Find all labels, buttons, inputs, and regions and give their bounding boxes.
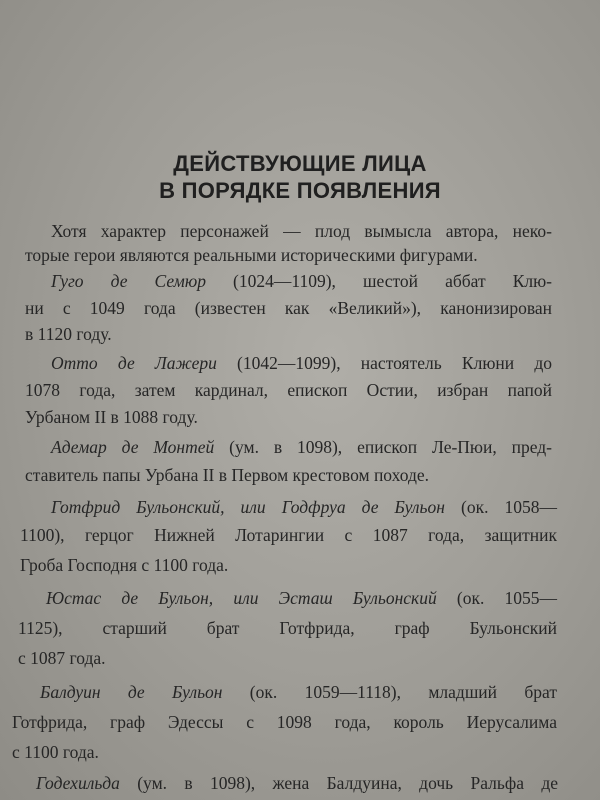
entry-godfrey-line-3: Гроба Господня с 1100 года. — [20, 555, 229, 575]
entry-godehilde-line-1: Годехильда (ум. в 1098), жена Балдуина, дочь Ральфа де — [36, 773, 558, 793]
entry-otto-line-1: Отто де Лажери (1042—1099), настоятель Клюни до — [51, 353, 552, 373]
entry-hugh-line-3: в 1120 году. — [25, 324, 112, 344]
entry-godfrey-line-1: Готфрид Бульонский, или Годфруа де Бульон (ок. 1058— — [51, 497, 557, 517]
person-name: Балдуин де Бульон — [40, 682, 223, 702]
entry-eustace-line-1: Юстас де Бульон, или Эсташ Бульонский (ок. 1055— — [46, 588, 557, 608]
entry-baldwin-line-1: Балдуин де Бульон (ок. 1059—1118), младший брат — [40, 682, 557, 702]
entry-otto-line-2: 1078 года, затем кардинал, епископ Остии, избран папой — [25, 380, 552, 400]
person-name: Готфрид Бульонский, или Годфруа де Бульон — [51, 497, 445, 517]
intro-line-1: Хотя характер персонажей — плод вымысла автора, неко- — [51, 221, 552, 241]
person-name: Годехильда — [36, 773, 120, 793]
entry-baldwin-line-2: Готфрида, граф Эдессы с 1098 года, король Иерусалима — [12, 712, 557, 732]
entry-eustace-line-3: с 1087 года. — [18, 648, 106, 668]
heading-line-2: В ПОРЯДКЕ ПОЯВЛЕНИЯ — [159, 178, 441, 203]
entry-hugh-line-2: ни с 1049 года (известен как «Великий»), канонизирован — [25, 298, 552, 318]
intro-line-2: торые герои являются реальными историческими фигурами. — [25, 245, 478, 265]
entry-hugh-line-1: Гуго де Семюр (1024—1109), шестой аббат Клю- — [51, 271, 553, 291]
entry-baldwin-line-3: с 1100 года. — [12, 742, 99, 762]
heading-line-1: ДЕЙСТВУЮЩИЕ ЛИЦА — [173, 151, 427, 176]
person-name: Адемар де Монтей — [51, 437, 215, 457]
entry-otto-line-3: Урбаном II в 1088 году. — [25, 407, 198, 427]
entry-godfrey-line-2: 1100), герцог Нижней Лотарингии с 1087 года, защитник — [20, 525, 557, 545]
entry-eustace-line-2: 1125), старший брат Готфрида, граф Бульонский — [18, 618, 557, 638]
person-name: Отто де Лажери — [51, 353, 217, 373]
entry-adhemar-line-2: ставитель папы Урбана II в Первом крестовом походе. — [25, 465, 429, 485]
person-name: Гуго де Семюр — [51, 271, 206, 291]
person-name: Юстас де Бульон, или Эсташ Бульонский — [46, 588, 437, 608]
entry-adhemar-line-1: Адемар де Монтей (ум. в 1098), епископ Ле-Пюи, пред- — [51, 437, 553, 457]
